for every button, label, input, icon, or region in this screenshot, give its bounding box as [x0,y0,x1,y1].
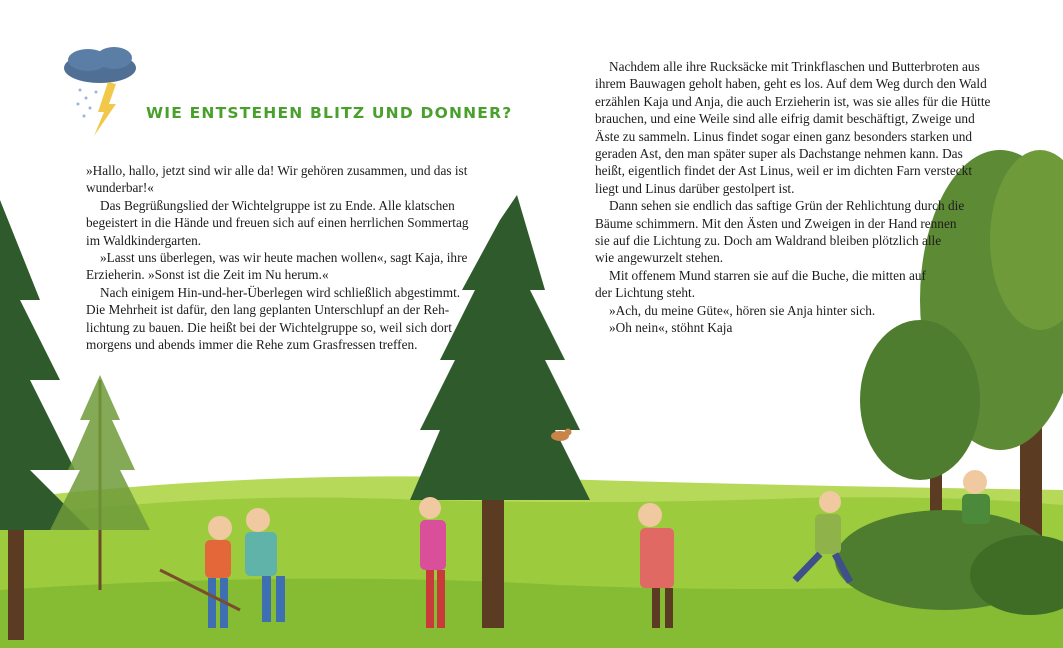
right-text-column [595,58,991,337]
text-line: Das Begrüßungslied der Wichtelgruppe ist zu Ende. Alle klatschen [100,197,455,213]
child-in-bush [962,470,990,524]
text-line: Erzieherin. »Sonst ist die Zeit im Nu herum.« [86,267,329,283]
text-line: wie angewurzelt stehen. [595,250,724,266]
text-line: ihrem Bauwagen geholt haben, geht es los. Auf dem Weg durch den Wald [595,76,987,92]
text-line: Die Mehrheit ist dafür, den lang geplanten Unterschlupf an der Reh- [86,302,450,318]
text-line: geraden Ast, den man später super als Dachstange nehmen kann. Das [595,146,963,162]
text-line: Dann sehen sie endlich das saftige Grün der Rehlichtung durch die [609,198,965,214]
text-line: sie auf die Lichtung zu. Doch am Waldrand bleiben plötzlich alle [595,233,942,249]
text-line: erzählen Kaja und Anja, die auch Erzieherin ist, was sie alles für die Hütte [595,93,991,109]
text-line: im Waldkindergarten. [86,232,202,248]
text-line: Bäume schimmern. Mit den Ästen und Zweigen in der Hand rennen [595,215,957,231]
text-line: »Oh nein«, stöhnt Kaja [609,320,733,336]
text-line: Nachdem alle ihre Rucksäcke mit Trinkflaschen und Butterbroten aus [609,59,980,74]
text-line: Nach einigem Hin-und-her-Überlegen wird schließlich abgestimmt. [100,284,461,300]
chapter-heading: WIE ENTSTEHEN BLITZ UND DONNER? [146,104,513,122]
text-line: der Lichtung steht. [595,285,696,301]
text-line: »Lasst uns überlegen, was wir heute machen wollen«, sagt Kaja, ihre [100,250,468,266]
text-line: »Hallo, hallo, jetzt sind wir alle da! Wir gehören zusammen, und das ist [86,163,468,178]
text-line: Mit offenem Mund starren sie auf die Buche, die mitten auf [609,267,926,283]
text-line: Äste zu sammeln. Linus findet sogar einen ganz besonders starken und [595,128,973,144]
text-line: heißt, eigentlich findet der Ast Linus, weil er im dichten Farn versteckt [595,163,973,179]
text-line: begeistert in die Hände und freuen sich auf einen herrlichen Sommertag [86,215,469,231]
text-line: lichtung zu bauen. Die heißt bei der Wichtelgruppe so, weil sich dort [86,319,452,335]
text-line: »Ach, du meine Güte«, hören sie Anja hinter sich. [609,302,876,318]
text-line: morgens und abends immer die Rehe zum Grasfressen treffen. [86,337,418,353]
text-line: wunderbar!« [86,180,154,196]
text-line: brauchen, und eine Weile sind alle eifrig damit beschäftigt, Zweige und [595,111,975,127]
text-line: liegt und Linus darüber gestolpert ist. [595,180,795,196]
left-text-column [86,162,484,353]
thunderstorm-icon [64,47,136,136]
